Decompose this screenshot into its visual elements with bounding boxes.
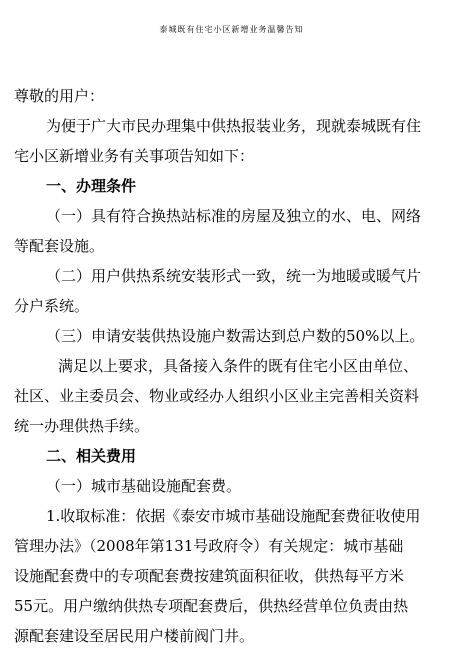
fee-paragraph-line-3: 设施配套费中的专项配套费按建筑面积征收，供热每平方米 bbox=[14, 567, 405, 585]
section-heading-fees: 二、相关费用 bbox=[46, 447, 137, 465]
condition-1-line-2: 等配套设施。 bbox=[14, 237, 105, 255]
intro-line-1: 为便于广大市民办理集中供热报装业务，现就泰城既有住 bbox=[46, 117, 422, 135]
conditions-note-line-3: 统一办理供热手续。 bbox=[14, 417, 150, 435]
fee-paragraph-line-4: 55元。用户缴纳供热专项配套费后，供热经营单位负责由热 bbox=[14, 597, 409, 615]
section-heading-conditions: 一、办理条件 bbox=[46, 177, 137, 195]
conditions-note-line-1: 满足以上要求，具备接入条件的既有住宅小区由单位、 bbox=[58, 357, 419, 375]
conditions-note-line-2: 社区、业主委员会、物业或经办人组织小区业主完善相关资料 bbox=[14, 387, 420, 405]
intro-line-2: 宅小区新增业务有关事项告知如下： bbox=[14, 147, 255, 165]
fee-paragraph-line-5: 源配套建设至居民用户楼前阀门井。 bbox=[14, 627, 255, 645]
condition-1-line-1: （一）具有符合换热站标准的房屋及独立的水、电、网络 bbox=[46, 207, 422, 225]
greeting: 尊敬的用户： bbox=[14, 87, 105, 105]
condition-2-line-1: （二）用户供热系统安装形式一致，统一为地暖或暖气片 bbox=[46, 267, 422, 285]
condition-3-line-1: （三）申请安装供热设施户数需达到总户数的50%以上。 bbox=[46, 327, 425, 345]
document-title: 泰城既有住宅小区新增业务温馨告知 bbox=[159, 25, 304, 34]
fee-paragraph-line-2: 管理办法》（2008年第131号政府令）有关规定：城市基础 bbox=[14, 537, 404, 555]
condition-2-line-2: 分户系统。 bbox=[14, 297, 90, 315]
fee-subheading: （一）城市基础设施配套费。 bbox=[46, 477, 242, 495]
fee-paragraph-line-1: 1.收取标准：依据《泰安市城市基础设施配套费征收使用 bbox=[46, 507, 421, 525]
